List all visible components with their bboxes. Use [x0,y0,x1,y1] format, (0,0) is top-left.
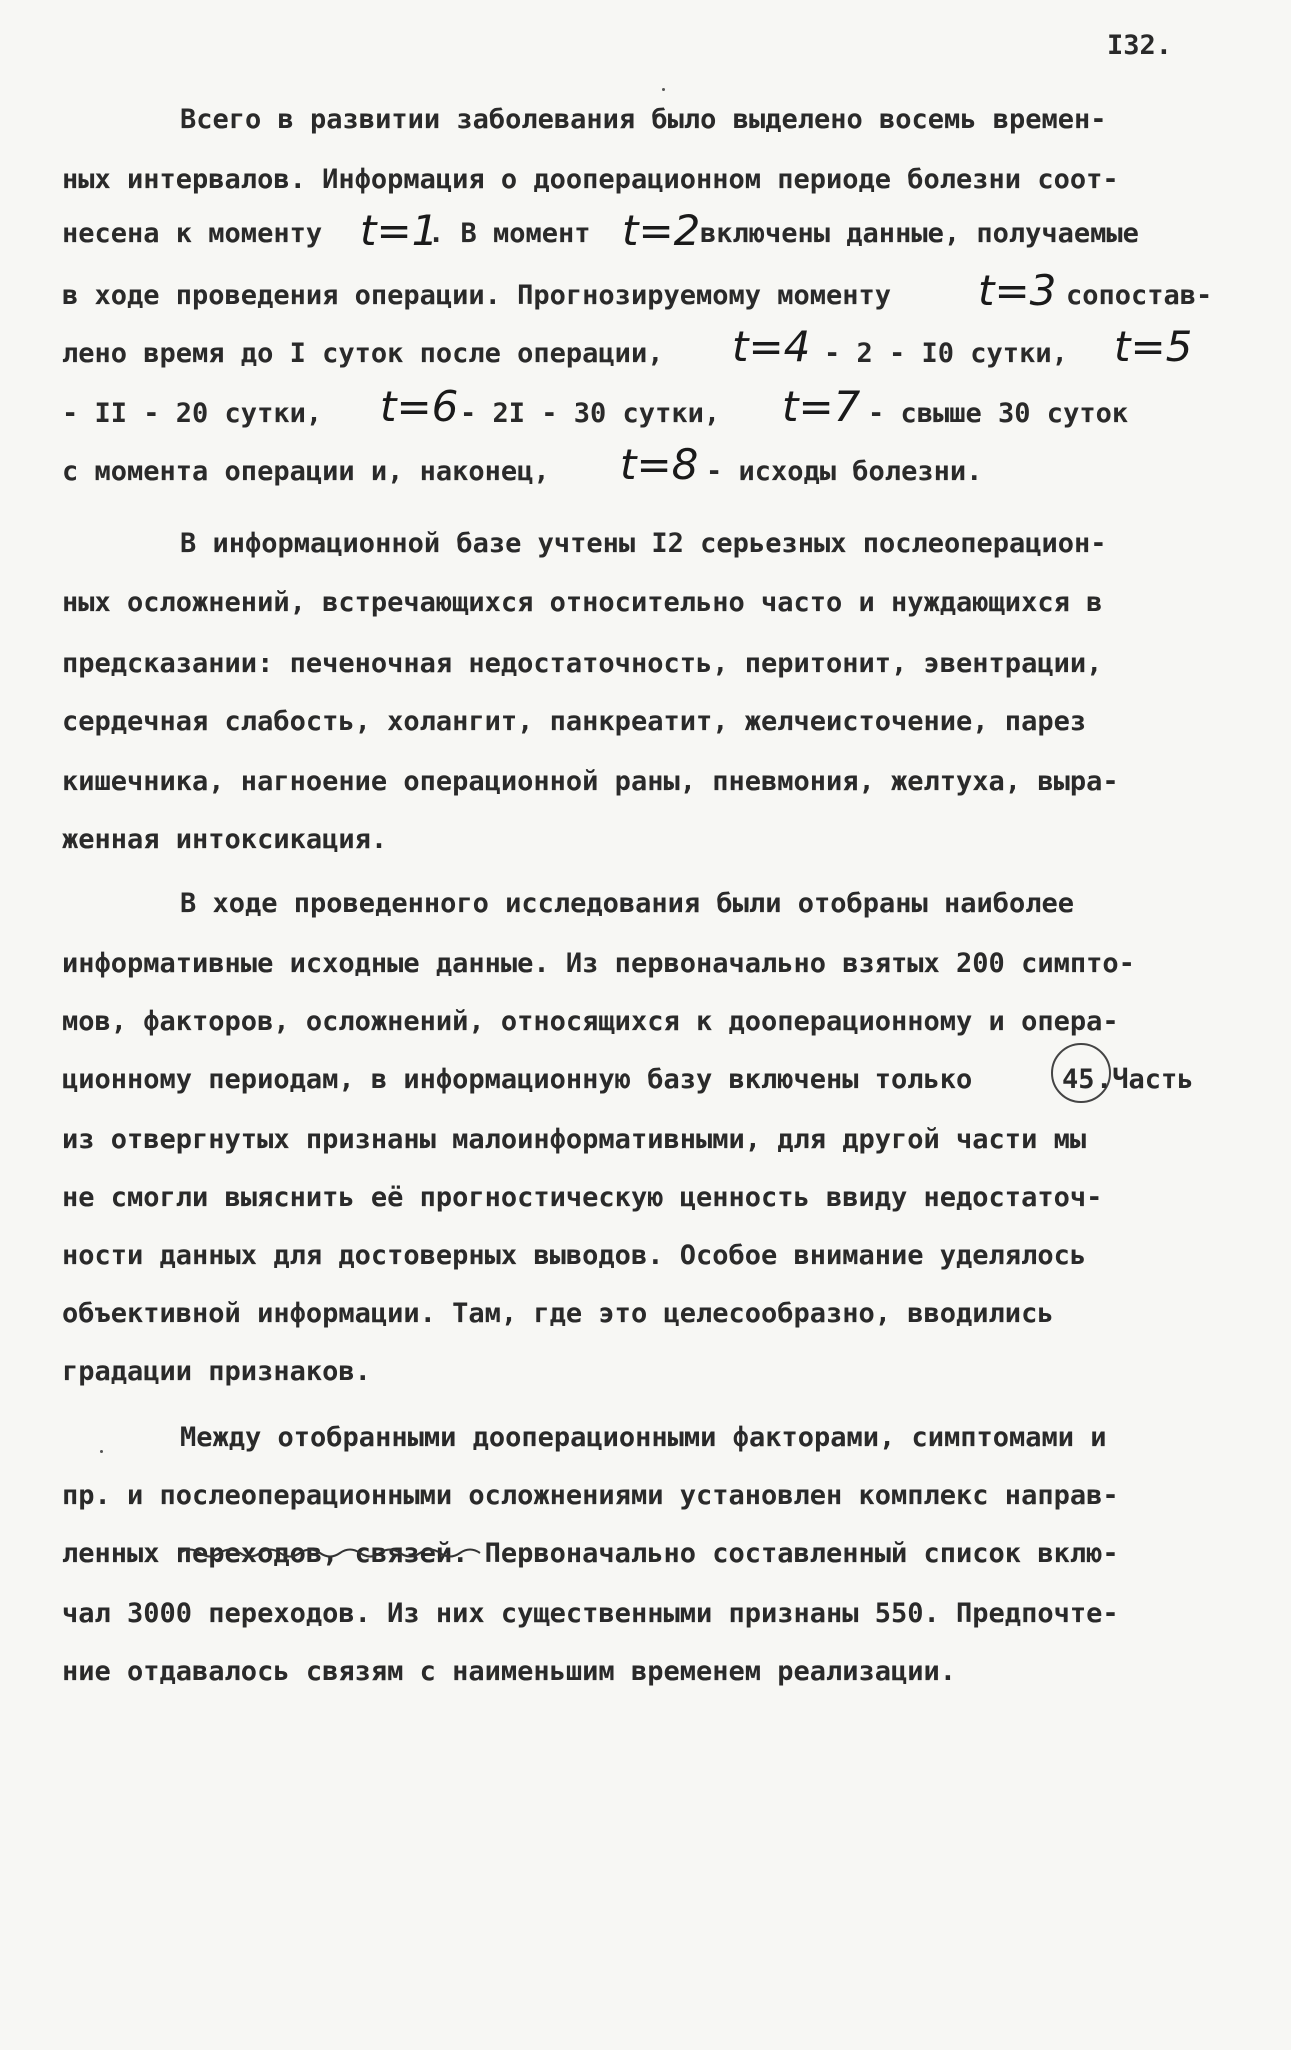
text-line: из отвергнутых признаны малоинформативными, для другой части мы [62,1124,1087,1155]
text-line: - 2 - I0 сутки, [824,338,1068,369]
text-line: В ходе проведенного исследования были отобраны наиболее [180,888,1075,919]
text-line: - 2I - 30 сутки, [460,398,721,429]
handwritten-t4: t=4 [732,322,811,371]
text-line: Всего в развитии заболевания было выделено восемь времен- [180,104,1107,135]
text-line: объективной информации. Там, где это целесообразно, вводились [62,1298,1054,1329]
text-line: несена к моменту [62,218,323,249]
text-line: сердечная слабость, холангит, панкреатит, желчеисточение, парез [62,706,1087,737]
text-line: с момента операции и, наконец, [62,456,550,487]
handwritten-t8: t=8 [620,440,699,489]
page-number: I32. [1107,30,1173,61]
text-line: лено время до I суток после операции, [62,338,664,369]
text-line: ционному периодам, в информационную базу включены только [62,1064,973,1095]
text-line: в ходе проведения операции. Прогнозируемому моменту [62,280,892,311]
text-line: ных интервалов. Информация о дооперационном периоде болезни соот- [62,164,1119,195]
wavy-underline [178,1546,498,1560]
text-line: предсказании: печеночная недостаточность, перитонит, эвентрации, [62,648,1103,679]
text-line: женная интоксикация. [62,824,388,855]
handwritten-t5: t=5 [1114,322,1193,371]
text-line: ленных переходов, связей. Первоначально составленный список вклю- [62,1538,1119,1569]
handwritten-t2: t=2 [622,206,701,255]
text-line: мов, факторов, осложнений, относящихся к дооперационному и опера- [62,1006,1119,1037]
handwritten-t1: t=1 [360,206,439,255]
handwritten-t3: t=3 [978,266,1057,315]
text-line: Между отобранными дооперационными факторами, симптомами и [180,1422,1107,1453]
text-line: - II - 20 сутки, [62,398,323,429]
text-line: ности данных для достоверных выводов. Особое внимание уделялось [62,1240,1087,1271]
text-line: чал 3000 переходов. Из них существенными признаны 550. Предпочте- [62,1598,1119,1629]
scan-speck [662,88,665,91]
text-line: ных осложнений, встречающихся относительно часто и нуждающихся в [62,587,1103,618]
handwritten-t7: t=7 [782,382,861,431]
scan-speck [100,1450,103,1453]
text-line: .Часть [1096,1064,1194,1095]
text-line: сопостав- [1066,280,1213,311]
circled-number: 45 [1062,1064,1095,1095]
text-line: В информационной базе учтены I2 серьезных послеоперацион- [180,528,1107,559]
text-line: - исходы болезни. [706,456,983,487]
text-line: информативные исходные данные. Из первоначально взятых 200 симпто- [62,948,1135,979]
text-line: - свыше 30 суток [868,398,1129,429]
text-line: не смогли выяснить её прогностическую ценность ввиду недостаточ- [62,1182,1103,1213]
text-line: пр. и послеоперационными осложнениями установлен комплекс направ- [62,1480,1119,1511]
text-line: включены данные, получаемые [700,218,1139,249]
text-line: кишечника, нагноение операционной раны, пневмония, желтуха, выра- [62,766,1119,797]
text-line: ние отдавалось связям с наименьшим временем реализации. [62,1656,957,1687]
text-line: градации признаков. [62,1356,371,1387]
handwritten-t6: t=6 [380,382,459,431]
text-line: . В момент [428,218,591,249]
